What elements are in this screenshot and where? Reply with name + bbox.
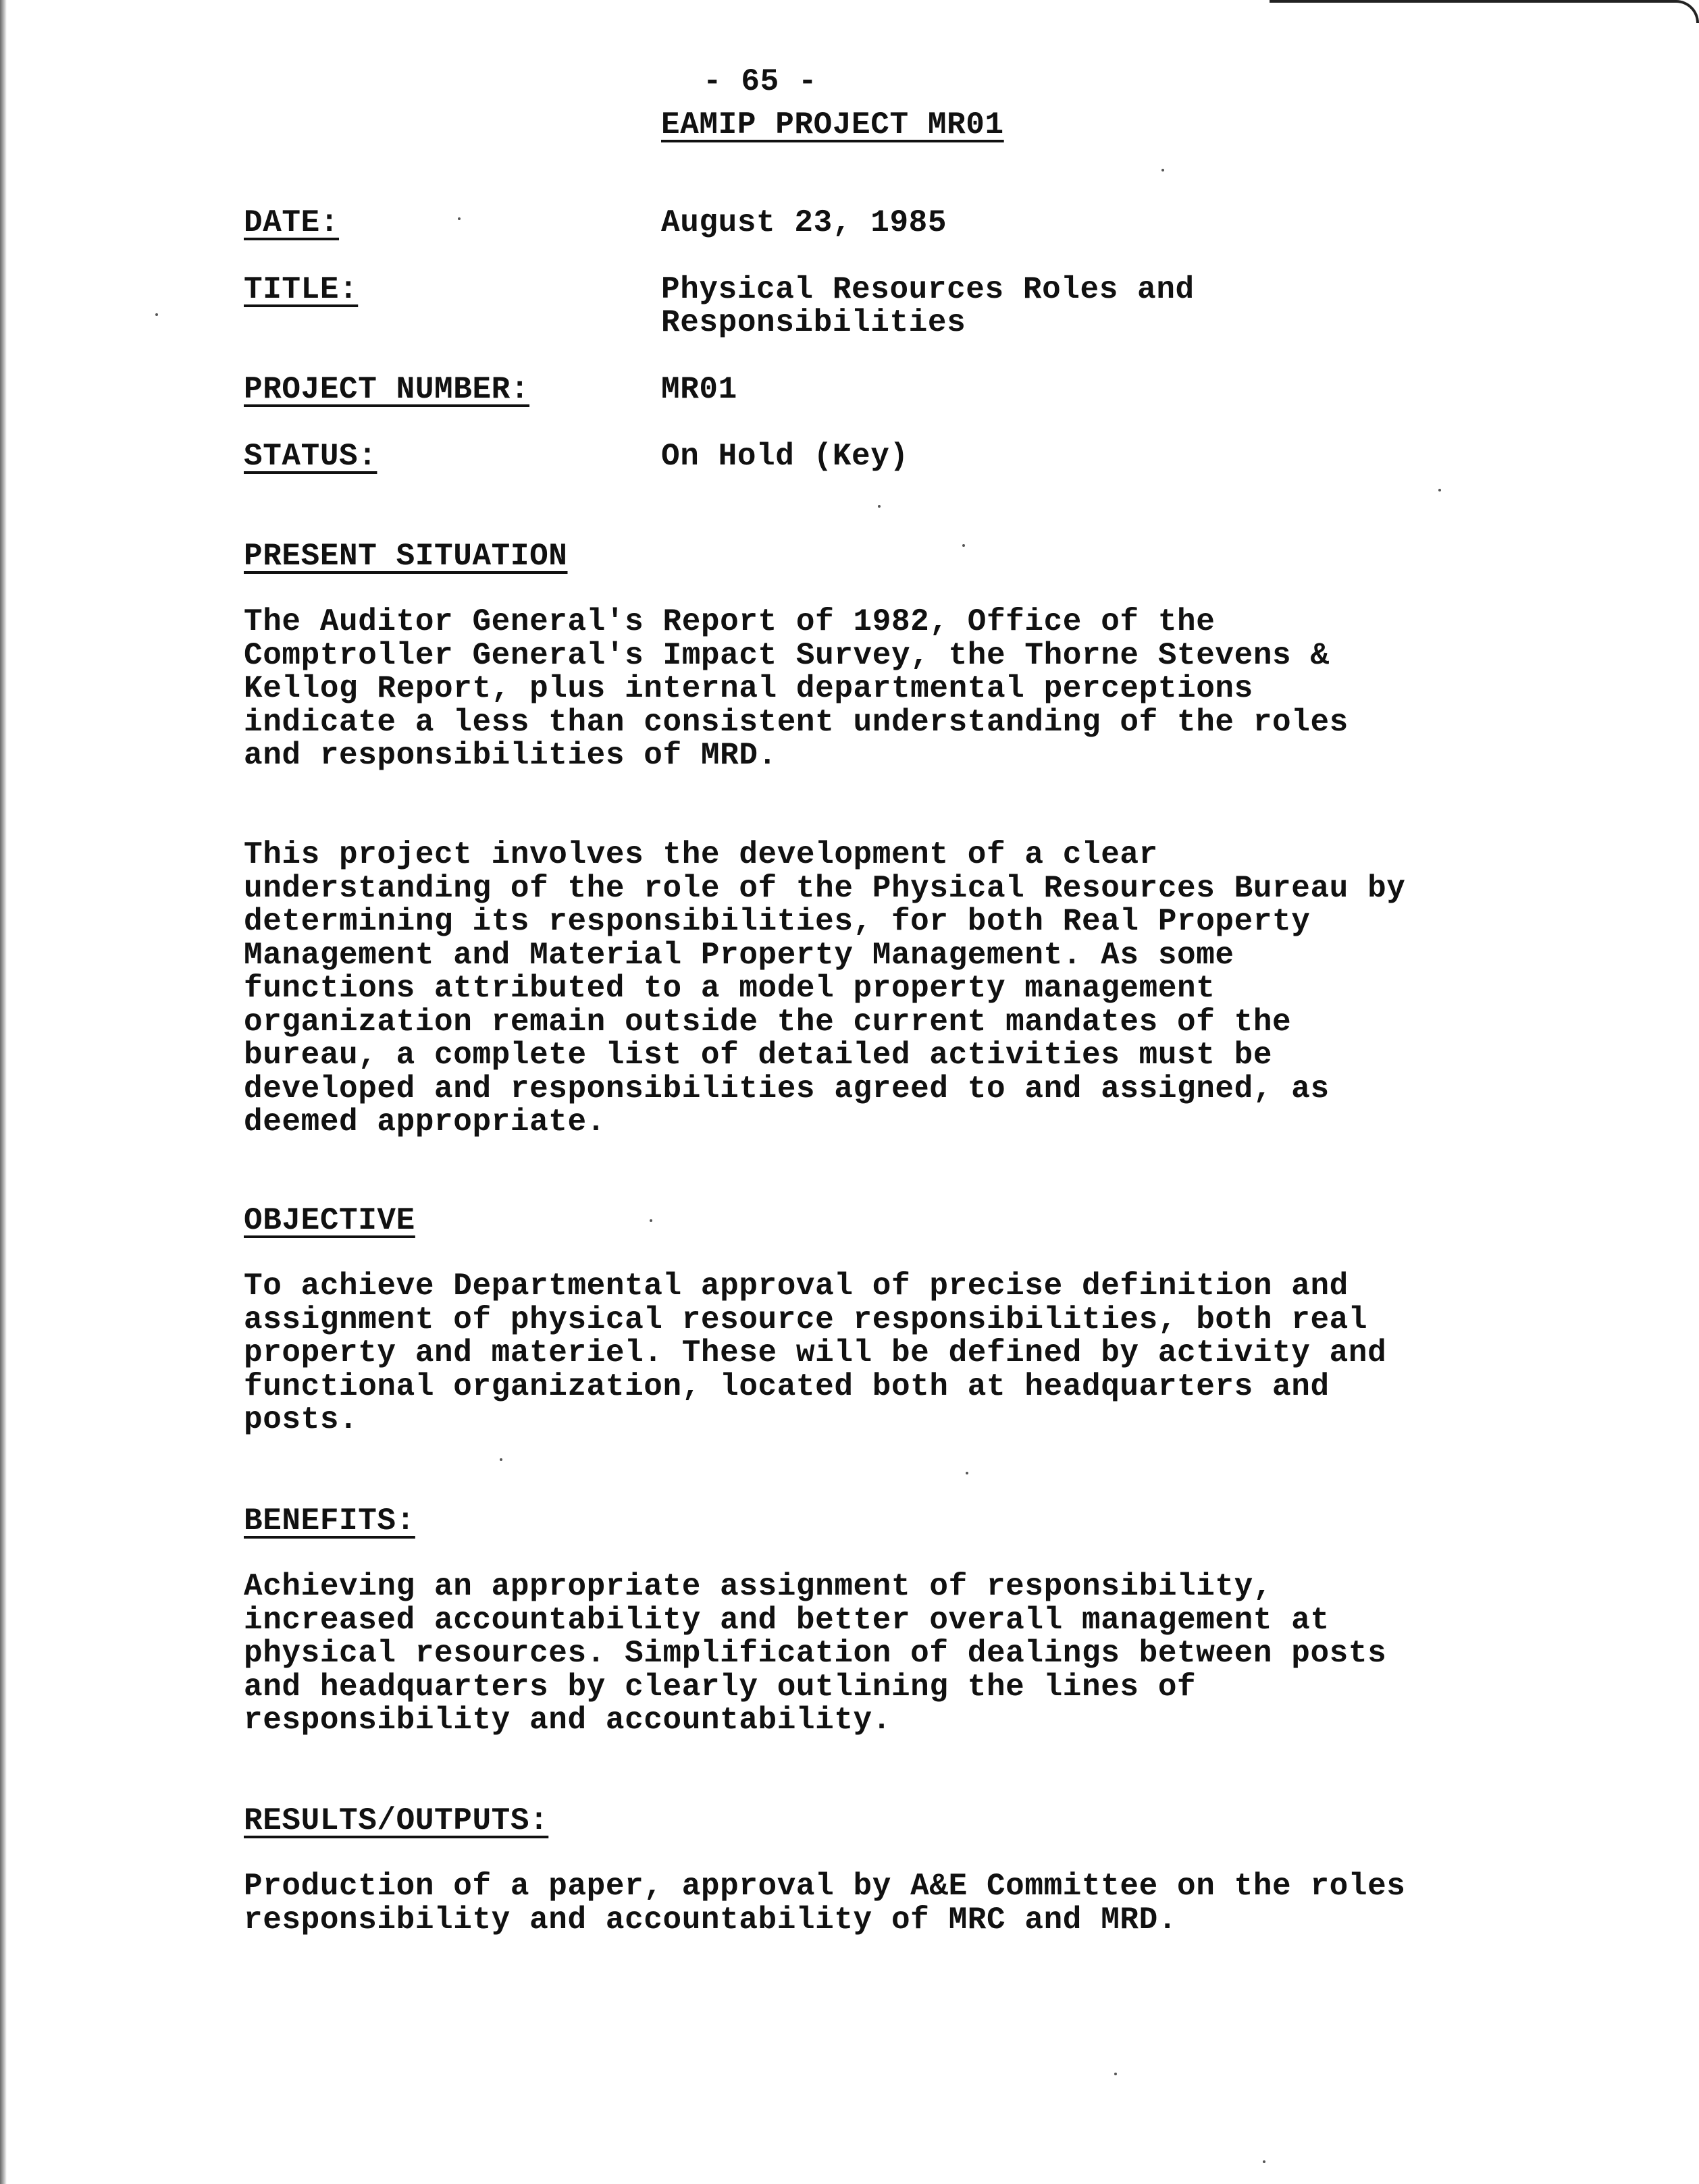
scanned-page-corner: [1669, 0, 1699, 23]
scan-speck: [1114, 2073, 1117, 2075]
scan-speck: [1263, 2160, 1265, 2163]
scan-speck: [650, 1219, 652, 1222]
date-value: August 23, 1985: [661, 205, 947, 240]
scan-speck: [962, 544, 965, 547]
scan-speck: [966, 1472, 968, 1474]
objective-paragraph: To achieve Departmental approval of precise definition and assignment of physical resource responsibilities, both real property and materiel. These will be defined by activity and functional organization, located both at headquarters and posts.: [244, 1269, 1387, 1437]
page-number: - 65 -: [703, 64, 818, 99]
scan-speck: [1161, 169, 1164, 171]
title-label: TITLE:: [244, 272, 359, 307]
results-outputs-paragraph: Production of a paper, approval by A&E Committee on the roles responsibility and accountability of MRC and MRD.: [244, 1869, 1406, 1938]
status-value: On Hold (Key): [661, 439, 909, 474]
title-value-line2: Responsibilities: [661, 305, 966, 340]
title-value-line1: Physical Resources Roles and: [661, 272, 1195, 307]
scan-speck: [878, 505, 881, 508]
scanned-page-top-edge: [1270, 0, 1675, 3]
scan-speck: [458, 217, 461, 220]
project-number-value: MR01: [661, 372, 737, 407]
results-outputs-heading: RESULTS/OUTPUTS:: [244, 1803, 549, 1838]
project-number-label: PROJECT NUMBER:: [244, 372, 530, 407]
scan-speck: [500, 1458, 502, 1461]
date-label: DATE:: [244, 205, 340, 240]
benefits-heading: BENEFITS:: [244, 1503, 415, 1539]
scanned-page-left-edge: [0, 0, 7, 2184]
present-situation-heading: PRESENT SITUATION: [244, 539, 568, 574]
status-label: STATUS:: [244, 439, 377, 474]
benefits-paragraph: Achieving an appropriate assignment of responsibility, increased accountability and better overall management at physical resources. Simplification of dealings between posts and headquarters by clearly outlining the lines of responsibility and accountability.: [244, 1569, 1387, 1738]
scan-speck: [155, 313, 158, 316]
present-situation-paragraph-1: The Auditor General's Report of 1982, Office of the Comptroller General's Impact Survey, the Thorne Stevens & Kellog Report, plus internal departmental perceptions indicate a less than consistent understanding of the roles and responsibilities of MRD.: [244, 604, 1349, 773]
objective-heading: OBJECTIVE: [244, 1203, 415, 1238]
present-situation-paragraph-2: This project involves the development of a clear understanding of the role of the Physical Resources Bureau by determining its responsibilities, for both Real Property Management and Material Property Management. As some functions attributed to a model property management organization remain outside the current mandates of the bureau, a complete list of detailed activities must be developed and responsibilities agreed to and assigned, as deemed appropriate.: [244, 837, 1406, 1140]
document-title: EAMIP PROJECT MR01: [661, 107, 1004, 142]
scan-speck: [1438, 489, 1441, 491]
